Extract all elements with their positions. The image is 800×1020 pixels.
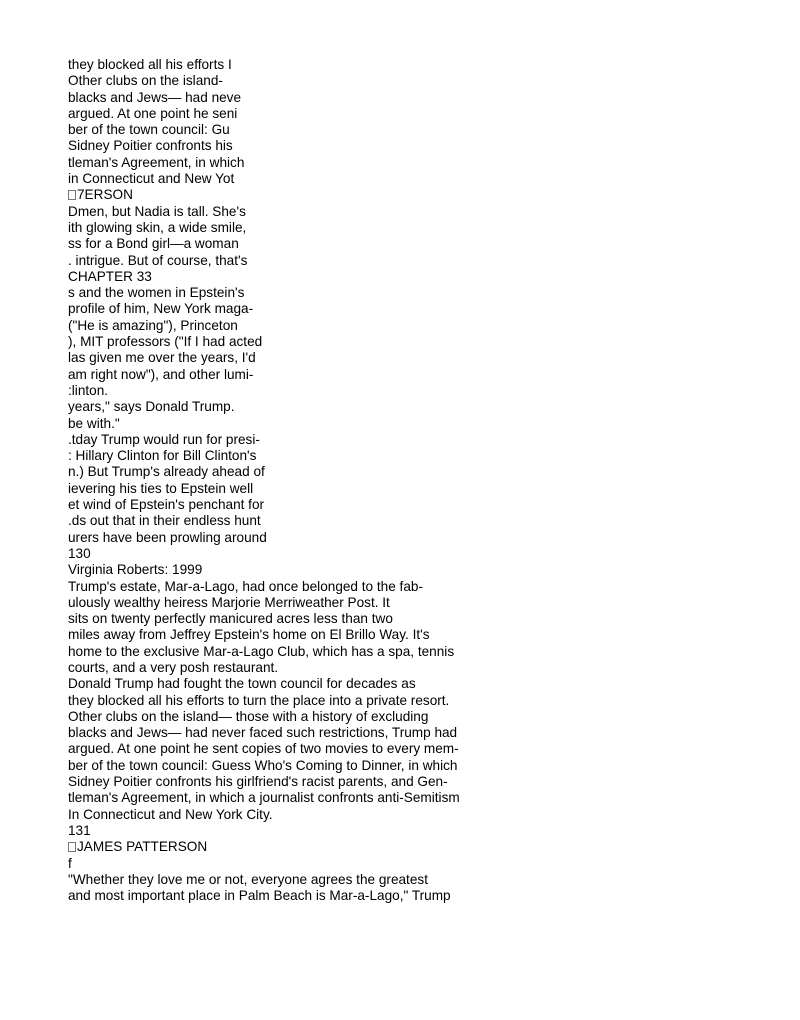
paragraph-line: ulously wealthy heiress Marjorie Merriweather Post. It — [68, 594, 390, 610]
fragment-line: in Connecticut and New Yot — [68, 171, 235, 187]
paragraph-line: Other clubs on the island— those with a history of excluding — [68, 708, 429, 724]
paragraph-quote — [68, 872, 788, 905]
fragment-line: Other clubs on the island- — [68, 73, 223, 89]
paragraph-line: Trump's estate, Mar-a-Lago, had once belonged to the fab- — [68, 578, 423, 594]
fragment-line: argued. At one point he seni — [68, 105, 238, 121]
fragment-line: ), MIT professors ("If I had acted — [68, 334, 263, 350]
paragraph-line: sits on twenty perfectly manicured acres less than two — [68, 611, 393, 627]
paragraph-line: blacks and Jews— had never faced such restrictions, Trump had — [68, 725, 458, 741]
fragment-line: Dmen, but Nadia is tall. She's — [68, 203, 246, 219]
paragraph-estate — [68, 579, 788, 677]
fragment-line: am right now"), and other lumi- — [68, 366, 254, 382]
stray-mark: f — [68, 855, 72, 871]
fragment-line: s and the women in Epstein's — [68, 285, 245, 301]
fragment-line: ss for a Bond girl—a woman — [68, 236, 239, 252]
fragment-line: n.) But Trump's already ahead of — [68, 464, 265, 480]
paragraph-line: Donald Trump had fought the town council for decades as — [68, 676, 416, 692]
paragraph-line: miles away from Jeffrey Epstein's home on El Brillo Way. It's — [68, 627, 430, 643]
fragment-line: ("He is amazing"), Princeton — [68, 317, 238, 333]
paragraph-town-council — [68, 676, 788, 823]
missing-glyph-icon — [68, 190, 76, 200]
fragment-line: las given me over the years, I'd — [68, 350, 256, 366]
section-heading: Virginia Roberts: 1999 — [68, 562, 203, 578]
running-header: JAMES PATTERSON — [68, 839, 788, 855]
fragment-running-header: 7ERSON — [68, 187, 788, 203]
fragment-line: :linton. — [68, 382, 109, 398]
missing-glyph-icon — [68, 842, 76, 852]
fragment-line: Sidney Poitier confronts his — [68, 138, 233, 154]
fragment-line: years," says Donald Trump. — [68, 399, 235, 415]
paragraph-line: Sidney Poitier confronts his girlfriend's racist parents, and Gen- — [68, 774, 448, 790]
fragment-line: et wind of Epstein's penchant for — [68, 497, 265, 513]
page-number: 131 — [68, 822, 91, 838]
paragraph-line: tleman's Agreement, in which a journalist confronts anti-Semitism — [68, 790, 460, 806]
fragment-line: blacks and Jews— had neve — [68, 89, 242, 105]
paragraph-line: courts, and a very posh restaurant. — [68, 659, 279, 675]
paragraph-line: ber of the town council: Guess Who's Coming to Dinner, in which — [68, 757, 458, 773]
fragment-line: .ds out that in their endless hunt — [68, 513, 261, 529]
fragment-line: be with." — [68, 415, 120, 431]
fragment-line: urers have been prowling around — [68, 529, 267, 545]
fragment-line: . intrigue. But of course, that's — [68, 252, 248, 268]
paragraph-line: and most important place in Palm Beach is Mar-a-Lago," Trump — [68, 888, 451, 904]
paragraph-line: "Whether they love me or not, everyone agrees the greatest — [68, 871, 428, 887]
document-page — [68, 57, 788, 904]
fragment-line: ievering his ties to Epstein well — [68, 480, 254, 496]
fragment-line: they blocked all his efforts I — [68, 57, 232, 72]
fragment-line: : Hillary Clinton for Bill Clinton's — [68, 448, 257, 464]
fragment-line: ber of the town council: Gu — [68, 122, 230, 138]
fragment-line: ith glowing skin, a wide smile, — [68, 219, 247, 235]
fragment-line: tleman's Agreement, in which — [68, 154, 245, 170]
fragment-page-number: 130 — [68, 545, 91, 561]
paragraph-line: home to the exclusive Mar-a-Lago Club, which has a spa, tennis — [68, 643, 455, 659]
fragment-chapter-heading: CHAPTER 33 — [68, 268, 152, 284]
paragraph-line: In Connecticut and New York City. — [68, 806, 273, 822]
fragment-line: .tday Trump would run for presi- — [68, 431, 260, 447]
paragraph-line: argued. At one point he sent copies of two movies to every mem- — [68, 741, 459, 757]
fragment-line: profile of him, New York maga- — [68, 301, 254, 317]
paragraph-line: they blocked all his efforts to turn the place into a private resort. — [68, 692, 450, 708]
fragment-column — [68, 57, 788, 562]
